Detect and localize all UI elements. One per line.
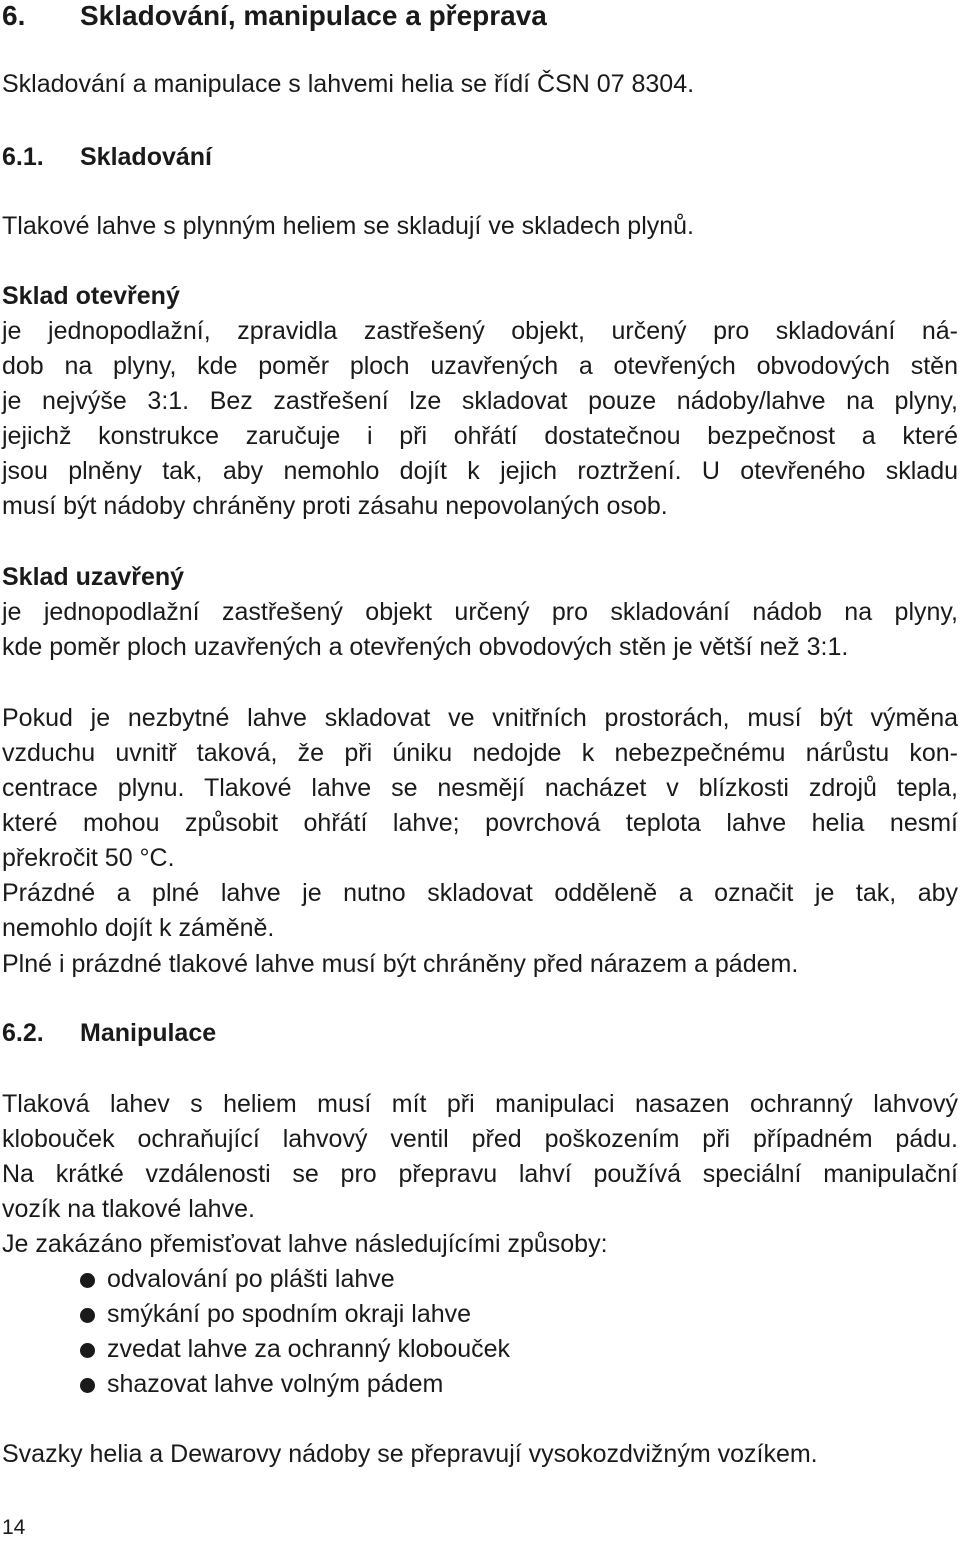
bullet-icon	[80, 1343, 95, 1358]
paragraph-line: nemohlo dojít k záměně.	[2, 914, 275, 942]
closed-store-paragraph	[2, 595, 958, 665]
list-item-text: smýkání po spodním okraji lahve	[107, 1300, 472, 1328]
paragraph-line: jsou plněny tak, aby nemohlo dojít k jejich roztržení. U otevřeného skladu	[2, 457, 958, 485]
transport-paragraph: Svazky helia a Dewarovy nádoby se přepravují vysokozdvižným vozíkem.	[2, 1440, 818, 1468]
paragraph-line: vzduchu uvnitř taková, že při úniku nedojde k nebezpečnému nárůstu kon-	[2, 739, 958, 767]
paragraph-line: Tlaková lahev s heliem musí mít při manipulaci nasazen ochranný lahvový	[2, 1090, 958, 1118]
list-item	[80, 1262, 780, 1297]
forbidden-methods-list	[80, 1262, 780, 1402]
paragraph-line: vozík na tlakové lahve.	[2, 1195, 255, 1223]
handling-paragraph	[2, 1087, 958, 1262]
forbidden-intro: Je zakázáno přemisťovat lahve následujícími způsoby:	[2, 1230, 608, 1258]
open-store-heading: Sklad otevřený	[2, 282, 180, 310]
bullet-icon	[80, 1308, 95, 1323]
list-item-text: shazovat lahve volným pádem	[107, 1370, 444, 1398]
paragraph-line: překročit 50 °C.	[2, 844, 175, 872]
paragraph-line: je nejvýše 3:1. Bez zastřešení lze skladovat pouze nádoby/lahve na plyny,	[2, 387, 958, 415]
section-number: 6.	[2, 0, 26, 31]
section-title: Skladování, manipulace a přeprava	[80, 0, 547, 31]
list-item-text: odvalování po plášti lahve	[107, 1265, 395, 1293]
section-title: Skladování	[80, 143, 212, 171]
section-number: 6.2.	[2, 1019, 44, 1047]
list-item	[80, 1332, 780, 1367]
paragraph-line: Pokud je nezbytné lahve skladovat ve vnitřních prostorách, musí být výměna	[2, 704, 958, 732]
section-number: 6.1.	[2, 143, 44, 171]
section-6-intro: Skladování a manipulace s lahvemi helia se řídí ČSN 07 8304.	[2, 70, 695, 98]
section-6-2-heading	[2, 1016, 958, 1051]
paragraph-line: kde poměr ploch uzavřených a otevřených obvodových stěn je větší než 3:1.	[2, 633, 849, 661]
list-item-text: zvedat lahve za ochranný klobouček	[107, 1335, 511, 1363]
separate-storage-paragraph	[2, 876, 958, 946]
section-title: Manipulace	[80, 1019, 217, 1047]
paragraph-line: je jednopodlažní zastřešený objekt určený pro skladování nádob na plyny,	[2, 598, 958, 626]
closed-store-heading: Sklad uzavřený	[2, 563, 185, 591]
section-6-heading	[2, 0, 958, 34]
section-6-1-intro: Tlakové lahve s plynným heliem se skladují ve skladech plynů.	[2, 212, 695, 240]
list-item	[80, 1367, 780, 1402]
section-6-1-heading	[2, 140, 958, 175]
indoor-storage-paragraph	[2, 701, 958, 876]
paragraph-line: centrace plynu. Tlakové lahve se nesmějí nacházet v blízkosti zdrojů tepla,	[2, 774, 958, 802]
protection-paragraph: Plné i prázdné tlakové lahve musí být chráněny před nárazem a pádem.	[2, 950, 799, 978]
open-store-paragraph	[2, 314, 958, 524]
paragraph-line: musí být nádoby chráněny proti zásahu nepovolaných osob.	[2, 492, 668, 520]
bullet-icon	[80, 1273, 95, 1288]
bullet-icon	[80, 1378, 95, 1393]
paragraph-line: Prázdné a plné lahve je nutno skladovat odděleně a označit je tak, aby	[2, 879, 958, 907]
paragraph-line: jejichž konstrukce zaručuje i při ohřátí dostatečnou bezpečnost a které	[2, 422, 958, 450]
paragraph-line: klobouček ochraňující lahvový ventil před poškozením při případném pádu.	[2, 1125, 958, 1153]
list-item	[80, 1297, 780, 1332]
paragraph-line: Na krátké vzdálenosti se pro přepravu lahví používá speciální manipulační	[2, 1160, 958, 1188]
paragraph-line: které mohou způsobit ohřátí lahve; povrchová teplota lahve helia nesmí	[2, 809, 958, 837]
page-number: 14	[2, 1516, 26, 1539]
paragraph-line: dob na plyny, kde poměr ploch uzavřených a otevřených obvodových stěn	[2, 352, 958, 380]
paragraph-line: je jednopodlažní, zpravidla zastřešený objekt, určený pro skladování ná-	[2, 317, 958, 345]
